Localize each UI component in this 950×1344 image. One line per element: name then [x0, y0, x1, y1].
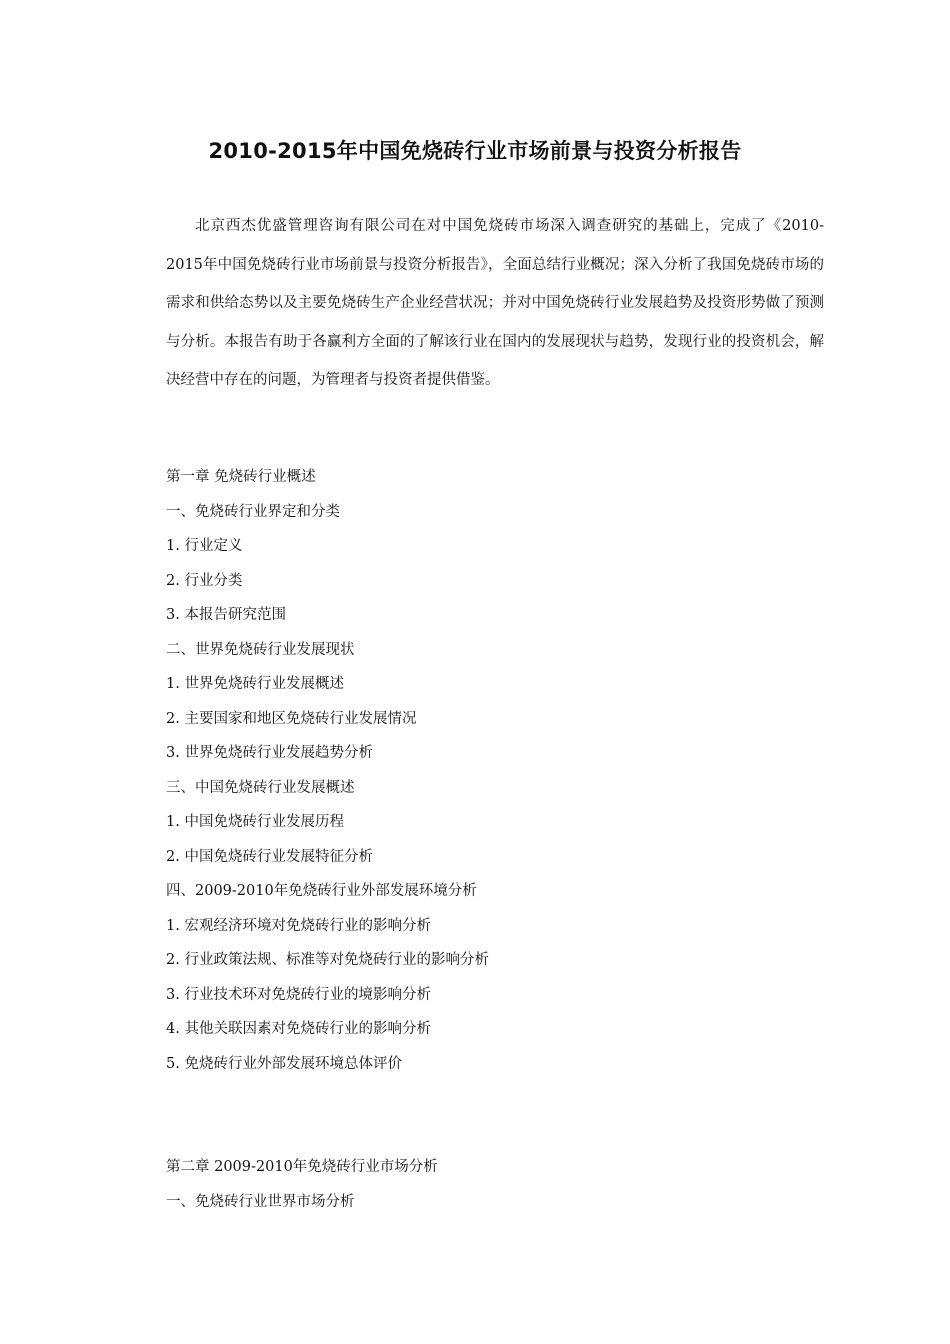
toc-section: 四、2009-2010年免烧砖行业外部发展环境分析 [166, 883, 477, 899]
toc-item: 1. 行业定义 [166, 538, 243, 554]
toc-item: 1. 宏观经济环境对免烧砖行业的影响分析 [166, 917, 431, 934]
intro-paragraph: 北京西杰优盛管理咨询有限公司在对中国免烧砖市场深入调查研究的基础上，完成了《2010-2015年中国免烧砖行业市场前景与投资分析报告》，全面总结行业概况；深入分析了我国免烧砖市场的需求和供给态势以及主要免烧砖生产企业经营状况；并对中国免烧砖行业发展趋势及投资形势做了预测与分析。本报告有助于各赢利方全面的了解该行业在国内的发展现状与趋势，发现行业的投资机会，解决经营中存在的问题，为管理者与投资者提供借鉴。 [166, 218, 824, 388]
toc-item: 1. 中国免烧砖行业发展历程 [166, 814, 344, 830]
toc-section: 一、免烧砖行业界定和分类 [166, 503, 340, 520]
toc-item: 3. 世界免烧砖行业发展趋势分析 [166, 745, 373, 761]
toc-item: 1. 世界免烧砖行业发展概述 [166, 676, 344, 692]
toc-section: 三、中国免烧砖行业发展概述 [166, 779, 355, 796]
toc-item: 2. 行业分类 [166, 572, 243, 589]
document-title: 2010-2015年中国免烧砖行业市场前景与投资分析报告 [208, 139, 742, 164]
toc-item: 5. 免烧砖行业外部发展环境总体评价 [166, 1055, 402, 1072]
toc-item: 2. 主要国家和地区免烧砖行业发展情况 [166, 710, 417, 727]
toc-item: 3. 本报告研究范围 [166, 607, 286, 623]
toc-item: 2. 中国免烧砖行业发展特征分析 [166, 848, 373, 865]
toc-item: 4. 其他关联因素对免烧砖行业的影响分析 [166, 1021, 431, 1037]
toc-chapter-heading: 第二章 2009-2010年免烧砖行业市场分析 [166, 1159, 438, 1175]
toc-item: 2. 行业政策法规、标准等对免烧砖行业的影响分析 [166, 952, 489, 968]
table-of-contents-continued [166, 1150, 826, 1219]
table-of-contents [166, 460, 826, 1081]
toc-section: 二、世界免烧砖行业发展现状 [166, 641, 355, 658]
toc-section: 一、免烧砖行业世界市场分析 [166, 1193, 355, 1210]
toc-chapter-heading: 第一章 免烧砖行业概述 [166, 469, 316, 485]
toc-item: 3. 行业技术环对免烧砖行业的境影响分析 [166, 986, 431, 1003]
